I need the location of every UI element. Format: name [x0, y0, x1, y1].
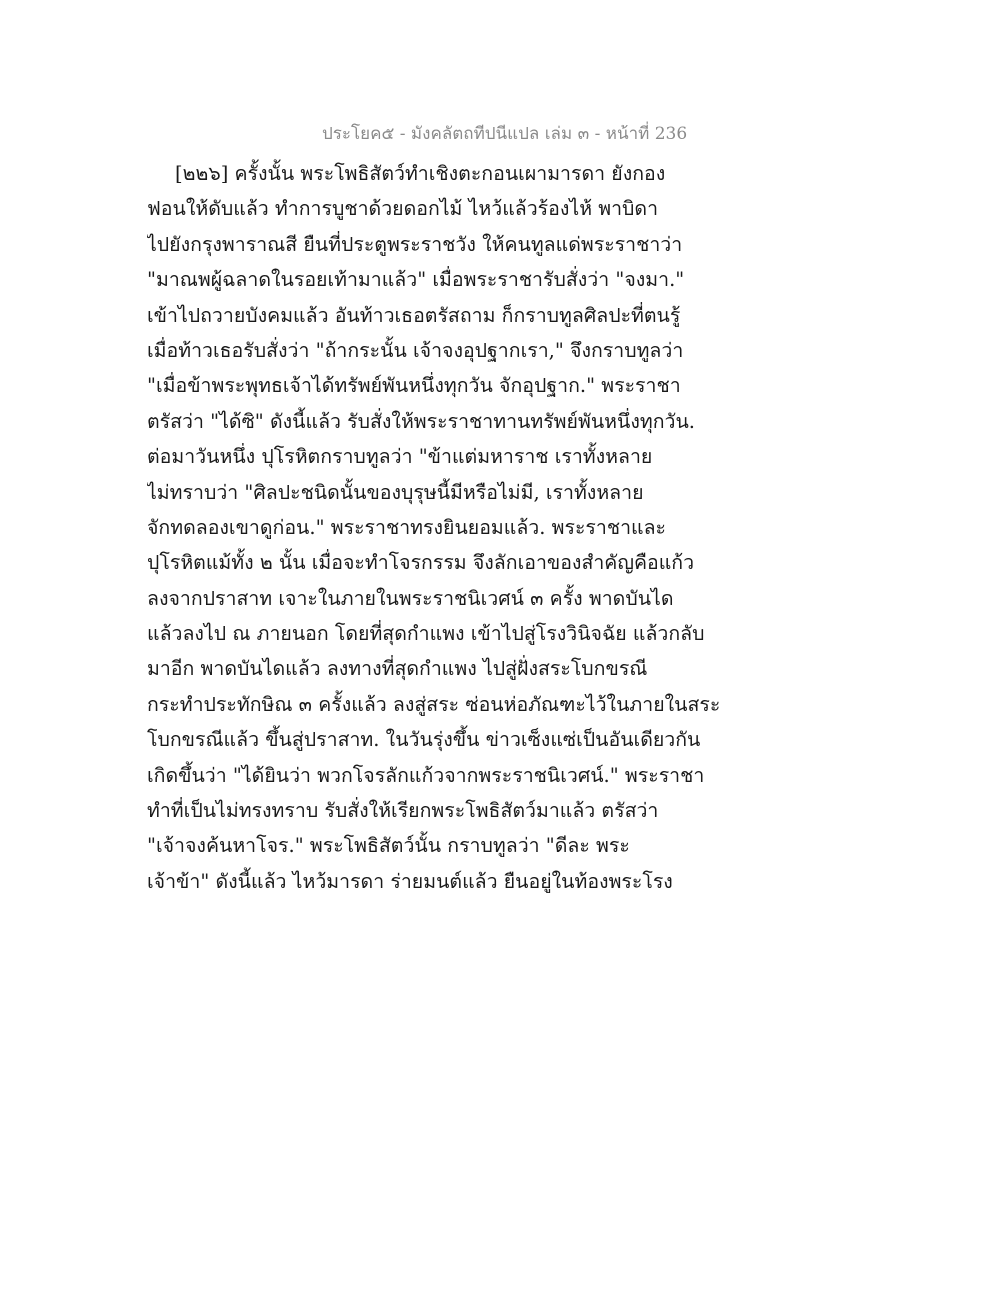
text-line: เกิดขึ้นว่า "ได้ยินว่า พวกโจรลักแก้วจากพระราชนิเวศน์." พระราชา [147, 763, 705, 787]
text-line: ไปยังกรุงพาราณสี ยืนที่ประตูพระราชวัง ให้คนทูลแด่พระราชาว่า [147, 232, 683, 256]
text-line: ลงจากปราสาท เจาะในภายในพระราชนิเวศน์ ๓ ครั้ง พาดบันได [147, 586, 674, 610]
text-line: "มาณพผู้ฉลาดในรอยเท้ามาแล้ว" เมื่อพระราชารับสั่งว่า "จงมา." [147, 268, 685, 292]
text-line: แล้วลงไป ณ ภายนอก โดยที่สุดกำแพง เข้าไปสู่โรงวินิจฉัย แล้วกลับ [147, 622, 705, 646]
text-line: ฟอนให้ดับแล้ว ทำการบูชาด้วยดอกไม้ ไหว้แล้วร้องไห้ พาบิดา [147, 197, 659, 221]
text-line: เมื่อท้าวเธอรับสั่งว่า "ถ้ากระนั้น เจ้าจงอุปฐากเรา," จึงกราบทูลว่า [147, 338, 684, 362]
text-line: ตรัสว่า "ได้ซิ" ดังนี้แล้ว รับสั่งให้พระราชาทานทรัพย์พันหนึ่งทุกวัน. [147, 409, 695, 433]
text-line: เจ้าข้า" ดังนี้แล้ว ไหว้มารดา ร่ายมนต์แล้ว ยืนอยู่ในท้องพระโรง [147, 869, 673, 893]
text-line: มาอีก พาดบันไดแล้ว ลงทางที่สุดกำแพง ไปสู่ฝั่งสระโบกขรณี [147, 657, 648, 681]
text-line: ไม่ทราบว่า "ศิลปะชนิดนั้นของบุรุษนี้มีหรือไม่มี, เราทั้งหลาย [147, 480, 644, 504]
text-line: "เจ้าจงค้นหาโจร." พระโพธิสัตว์นั้น กราบทูลว่า "ดีละ พระ [147, 834, 630, 858]
text-line: ปุโรหิตแม้ทั้ง ๒ นั้น เมื่อจะทำโจรกรรม จึงลักเอาของสำคัญคือแก้ว [147, 551, 695, 575]
running-header: ประโยค๕ - มังคลัตถทีปนีแปล เล่ม ๓ - หน้าที่ 236 [322, 124, 688, 144]
text-line: ทำที่เป็นไม่ทรงทราบ รับสั่งให้เรียกพระโพธิสัตว์มาแล้ว ตรัสว่า [147, 799, 659, 823]
text-line: โบกขรณีแล้ว ขึ้นสู่ปราสาท. ในวันรุ่งขึ้น ข่าวเซ็งแซ่เป็นอันเดียวกัน [147, 728, 701, 752]
text-line: [๒๒๖] ครั้งนั้น พระโพธิสัตว์ทำเชิงตะกอนเผามารดา ยังกอง [175, 162, 666, 185]
text-line: กระทำประทักษิณ ๓ ครั้งแล้ว ลงสู่สระ ซ่อนห่อภัณฑะไว้ในภายในสระ [147, 692, 721, 716]
text-line: ต่อมาวันหนึ่ง ปุโรหิตกราบทูลว่า "ข้าแต่มหาราช เราทั้งหลาย [147, 445, 653, 469]
text-line: "เมื่อข้าพระพุทธเจ้าได้ทรัพย์พันหนึ่งทุกวัน จักอุปฐาก." พระราชา [147, 374, 681, 398]
text-line: เข้าไปถวายบังคมแล้ว อันท้าวเธอตรัสถาม ก็กราบทูลศิลปะที่ตนรู้ [147, 303, 681, 327]
body-text [147, 156, 747, 899]
text-line: จักทดลองเขาดูก่อน." พระราชาทรงยินยอมแล้ว. พระราชาและ [147, 515, 667, 539]
